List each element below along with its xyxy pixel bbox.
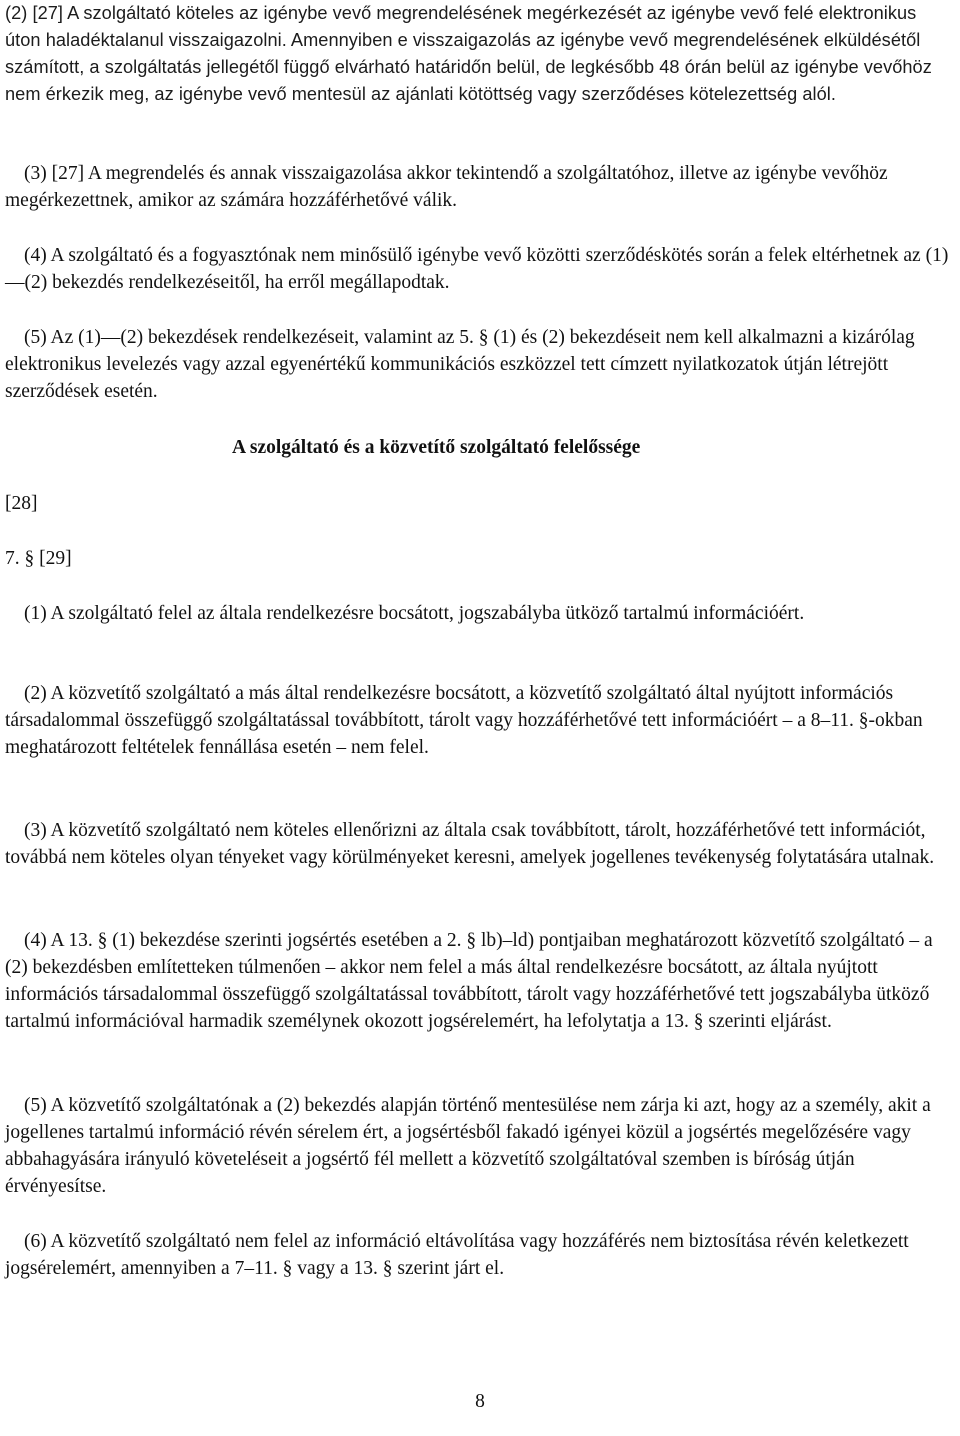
paragraph-7-2 (5, 680, 955, 761)
paragraph-7-1 (5, 600, 955, 627)
paragraph-6-2: (2) [27] A szolgáltató köteles az igénybe vevő megrendelésének megérkezését az igénybe vevő felé elektronikus úton haladéktalanul visszaigazolni. Amennyiben e visszaigazolás az igénybe vevő megrendelésének elküldésétől számított, a szolgáltatás jellegétől függő elvárható határidőn belül, de legkésőbb 48 órán belül az igénybe vevőhöz nem érkezik meg, az igénybe vevő mentesül az ajánlati kötöttség vagy szerződéses kötelezettség alól. (5, 3, 932, 104)
paragraph-7-4 (5, 927, 955, 1035)
paragraph-6-5-text: (5) Az (1)—(2) bekezdések rendelkezéseit, valamint az 5. § (1) és (2) bekezdéseit nem kell alkalmazni a kizárólag elektronikus levelezés vagy azzal egyenértékű kommunikációs eszközzel tett címzett nyilatkozatok útján létrejött szerződések esetén. (5, 327, 915, 402)
paragraph-6-3 (5, 160, 955, 214)
paragraph-7-6 (5, 1228, 955, 1282)
paragraph-7-6-text: (6) A közvetítő szolgáltató nem felel az információ eltávolítása vagy hozzáférés nem biztosítása révén keletkezett jogsérelemért, amennyiben a 7–11. § vagy a 13. § szerint járt el. (5, 1231, 909, 1279)
section-number: 7. § [29] (5, 548, 72, 569)
section-heading: A szolgáltató és a közvetítő szolgáltató felelőssége (232, 437, 641, 458)
paragraph-7-2-text: (2) A közvetítő szolgáltató a más által rendelkezésre bocsátott, a közvetítő szolgáltató által nyújtott információs társadalommal összefüggő szolgáltatással továbbított, tárolt vagy hozzáférhetővé tett információért – a 8–11. §-okban meghatározott feltételek fennállása esetén – nem felel. (5, 683, 923, 758)
paragraph-7-3 (5, 817, 955, 871)
page-number: 8 (475, 1391, 485, 1412)
footnote-reference: [28] (5, 493, 38, 514)
paragraph-6-4 (5, 242, 955, 296)
paragraph-6-3-text: (3) [27] A megrendelés és annak visszaigazolása akkor tekintendő a szolgáltatóhoz, illetve az igénybe vevőhöz megérkezettnek, amikor az számára hozzáférhetővé válik. (5, 163, 888, 211)
paragraph-7-4-text: (4) A 13. § (1) bekezdése szerinti jogsértés esetében a 2. § lb)–ld) pontjaiban meghatározott közvetítő szolgáltató – a (2) bekezdésben említetteken túlmenően – akkor nem felel a más által rendelkezésre bocsátott, az általa nyújtott információs társadalommal összefüggő szolgáltatással továbbított, tárolt vagy hozzáférhetővé tett jogszabályba ütköző tartalmú információval harmadik személynek okozott jogsérelemért, ha lefolytatja a 13. § szerinti eljárást. (5, 930, 933, 1032)
paragraph-7-5 (5, 1092, 955, 1200)
paragraph-6-4-text: (4) A szolgáltató és a fogyasztónak nem minősülő igénybe vevő közötti szerződéskötés során a felek eltérhetnek az (1)—(2) bekezdés rendelkezéseitől, ha erről megállapodtak. (5, 245, 949, 293)
paragraph-7-3-text: (3) A közvetítő szolgáltató nem köteles ellenőrizni az általa csak továbbított, tárolt, hozzáférhetővé tett információt, továbbá nem köteles olyan tényeket vagy körülményeket keresni, amelyek jogellenes tevékenység folytatására utalnak. (5, 820, 935, 868)
paragraph-7-5-text: (5) A közvetítő szolgáltatónak a (2) bekezdés alapján történő mentesülése nem zárja ki azt, hogy az a személy, akit a jogellenes tartalmú információ révén sérelem ért, a jogsértésből fakadó igényei közül a jogsértés megelőzésére vagy abbahagyására irányuló követeléseit a jogsértő fél mellett a közvetítő szolgáltatóval szemben is bíróság útján érvényesítse. (5, 1095, 931, 1197)
paragraph-7-1-text: (1) A szolgáltató felel az általa rendelkezésre bocsátott, jogszabályba ütköző tartalmú információért. (24, 603, 805, 624)
paragraph-6-5 (5, 324, 955, 405)
